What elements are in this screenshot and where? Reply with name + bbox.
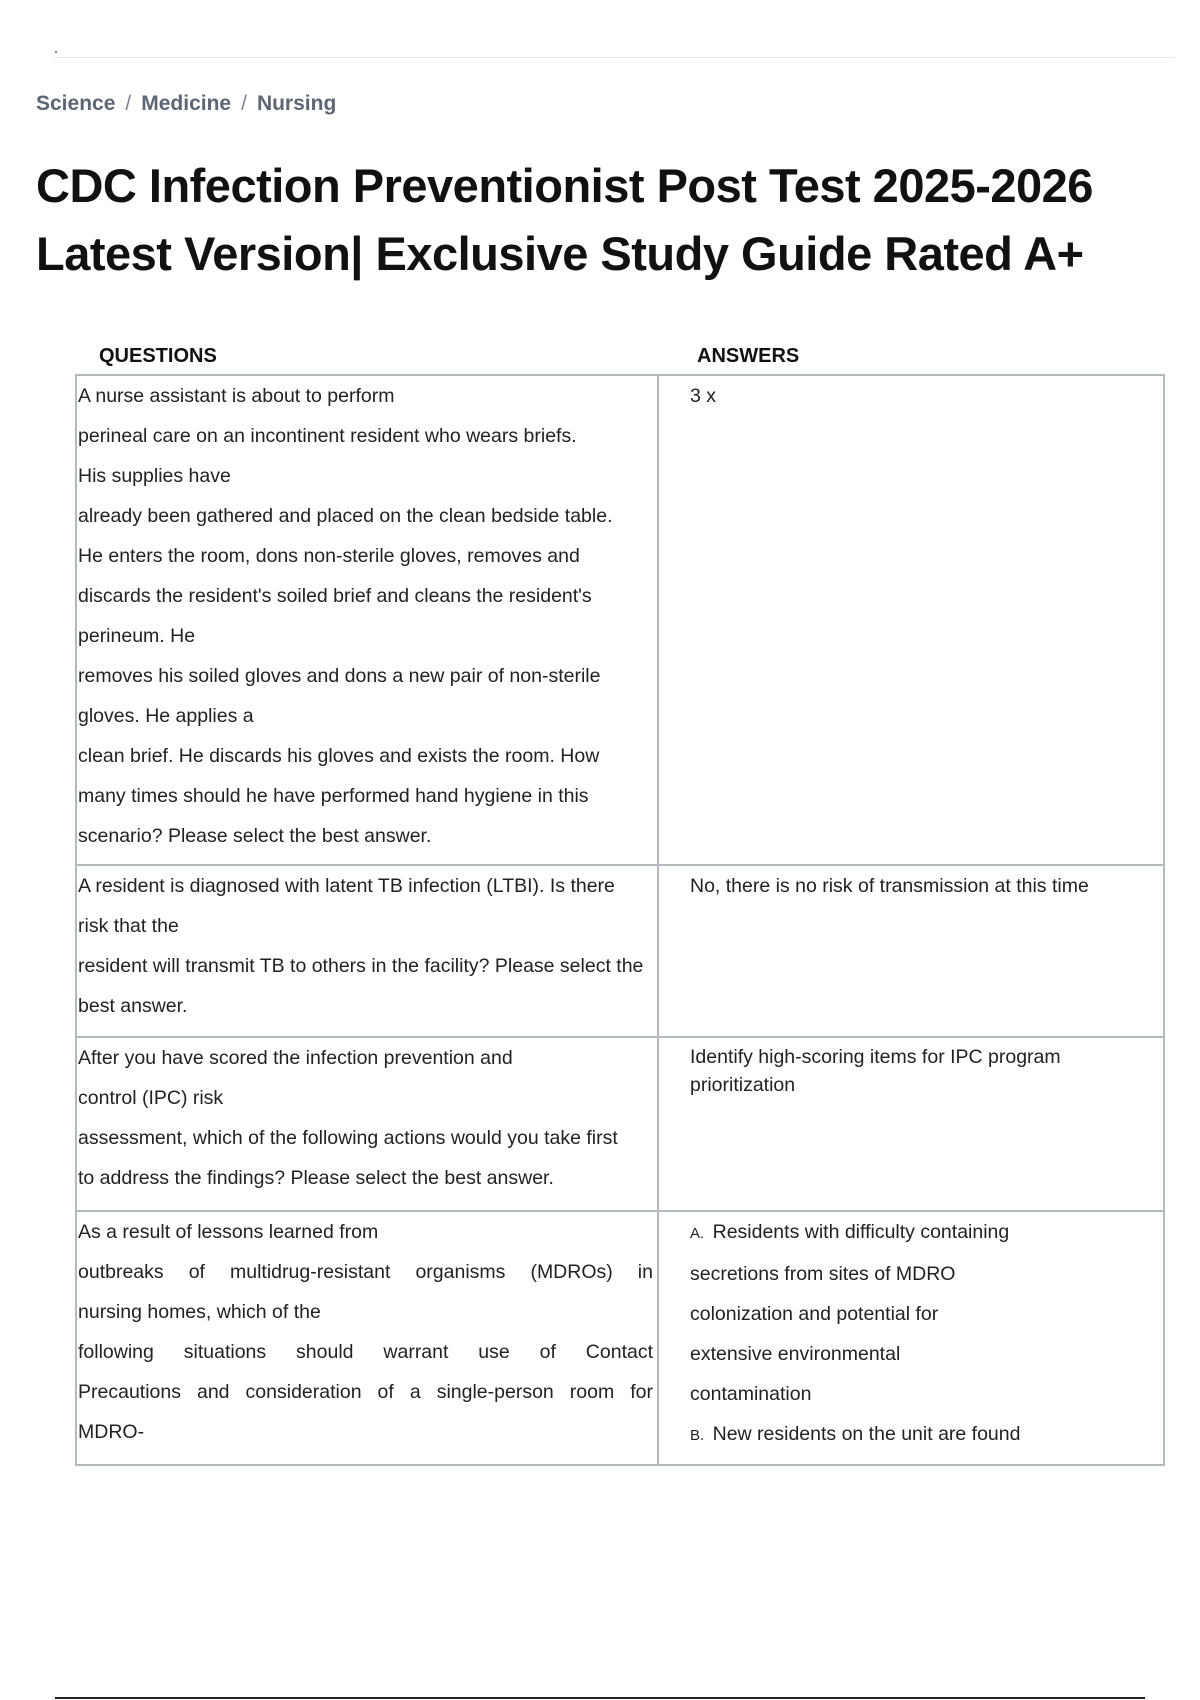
question-line: resident will transmit TB to others in the facility? Please select the <box>78 955 644 977</box>
question-line: As a result of lessons learned from <box>78 1221 379 1243</box>
question-line: many times should he have performed hand hygiene in this <box>78 785 589 807</box>
option-line: colonization and potential for <box>690 1303 939 1325</box>
page-marker <box>55 51 57 53</box>
question-line: perineal care on an incontinent resident who wears briefs. <box>78 425 577 447</box>
answer-cell <box>658 375 1164 865</box>
question-line: removes his soiled gloves and dons a new pair of non-sterile <box>78 665 601 687</box>
header-divider <box>55 57 1175 58</box>
breadcrumb-medicine[interactable]: Medicine <box>141 92 232 115</box>
question-line: to address the findings? Please select the best answer. <box>78 1167 554 1189</box>
question-line: following situations should warrant use of Contact <box>78 1341 653 1363</box>
question-line: outbreaks of multidrug-resistant organisms (MDROs) in <box>78 1261 653 1283</box>
question-line: gloves. He applies a <box>78 705 254 727</box>
option-line: extensive environmental <box>690 1343 901 1365</box>
questions-column-header: QUESTIONS <box>99 345 217 367</box>
answer-cell <box>658 865 1164 1037</box>
question-line: nursing homes, which of the <box>78 1301 321 1323</box>
question-line: assessment, which of the following actions would you take first <box>78 1127 618 1149</box>
answer-option-b <box>690 1414 1153 1456</box>
question-line: He enters the room, dons non-sterile gloves, removes and <box>78 545 580 567</box>
answer-cell <box>658 1211 1164 1465</box>
answer-text: 3 x <box>690 385 717 407</box>
question-line: best answer. <box>78 995 188 1017</box>
question-cell <box>76 1211 658 1465</box>
option-letter: B. <box>690 1427 705 1444</box>
question-line: After you have scored the infection prevention and <box>78 1047 513 1069</box>
answer-option-a <box>690 1212 1153 1254</box>
question-line: perineum. He <box>78 625 196 647</box>
question-cell <box>76 865 658 1037</box>
question-line: His supplies have <box>78 465 231 487</box>
question-line: discards the resident's soiled brief and cleans the resident's <box>78 585 592 607</box>
question-line: control (IPC) risk <box>78 1087 224 1109</box>
option-line: secretions from sites of MDRO <box>690 1263 956 1285</box>
question-line: clean brief. He discards his gloves and exists the room. How <box>78 745 600 767</box>
breadcrumb-nursing[interactable]: Nursing <box>256 92 337 115</box>
question-line: A resident is diagnosed with latent TB infection (LTBI). Is there <box>78 875 615 897</box>
option-line: contamination <box>690 1383 812 1405</box>
qa-table <box>75 374 1165 1466</box>
question-line: already been gathered and placed on the clean bedside table. <box>78 505 613 527</box>
option-letter: A. <box>690 1225 705 1242</box>
question-line: scenario? Please select the best answer. <box>78 825 432 847</box>
answer-text: Identify high-scoring items for IPC program prioritization <box>690 1046 1061 1096</box>
footer-divider <box>55 1697 1145 1699</box>
answer-cell <box>658 1037 1164 1211</box>
answer-text: No, there is no risk of transmission at this time <box>690 875 1089 897</box>
table-row <box>76 375 1164 865</box>
table-row <box>76 1211 1164 1465</box>
option-line: New residents on the unit are found <box>712 1423 1021 1445</box>
table-row <box>76 1037 1164 1211</box>
breadcrumb-science[interactable]: Science <box>36 92 116 115</box>
question-line: A nurse assistant is about to perform <box>78 385 395 407</box>
question-line: risk that the <box>78 915 179 937</box>
question-line: Precautions and consideration of a single-person room for <box>78 1381 653 1403</box>
option-line: Residents with difficulty containing <box>712 1221 1010 1243</box>
answers-column-header: ANSWERS <box>697 345 800 367</box>
table-row <box>76 865 1164 1037</box>
breadcrumb <box>36 92 336 116</box>
question-cell <box>76 375 658 865</box>
question-cell <box>76 1037 658 1211</box>
breadcrumb-separator: / <box>125 92 132 115</box>
page-title: CDC Infection Preventionist Post Test 2025-2026 Latest Version| Exclusive Study Guide Rated A+ <box>36 159 1093 280</box>
question-line: MDRO- <box>78 1421 145 1443</box>
breadcrumb-separator: / <box>241 92 247 115</box>
